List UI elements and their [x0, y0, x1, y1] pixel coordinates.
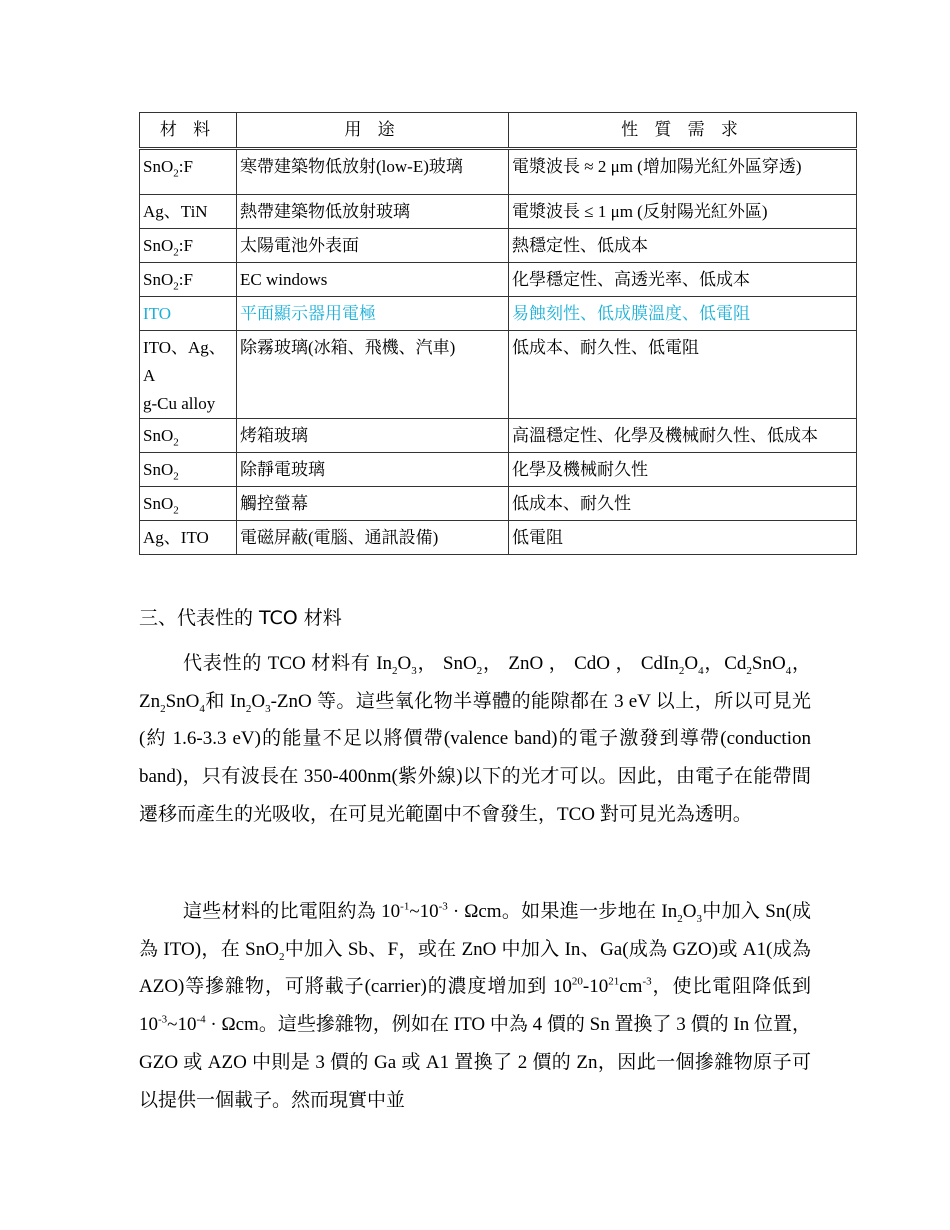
cell-requirements: 高溫穩定性、化學及機械耐久性、低成本 — [509, 419, 857, 453]
cell-use: 太陽電池外表面 — [237, 229, 509, 263]
table-row — [140, 521, 857, 555]
cell-material: SnO$_2$:F — [140, 229, 237, 263]
table-row — [140, 453, 857, 487]
cell-use: 寒帶建築物低放射(low-E)玻璃 — [237, 149, 509, 195]
cell-requirements: 低成本、耐久性 — [509, 487, 857, 521]
cell-material: ITO、Ag、A g-Cu alloy — [140, 331, 237, 419]
cell-use: 除霧玻璃(冰箱、飛機、汽車) — [237, 331, 509, 419]
cell-requirements: 易蝕刻性、低成膜溫度、低電阻 — [509, 297, 857, 331]
cell-requirements: 電漿波長 ≈ 2 μm (增加陽光紅外區穿透) — [509, 149, 857, 195]
cell-requirements: 低成本、耐久性、低電阻 — [509, 331, 857, 419]
cell-use: 電磁屏蔽(電腦、通訊設備) — [237, 521, 509, 555]
cell-requirements: 低電阻 — [509, 521, 857, 555]
tco-applications-table — [139, 112, 857, 555]
paragraph-representative-materials: 代表性的 TCO 材料有 $In_2O_3$， SnO$_2$， ZnO ， CdO ， $CdIn_2O_4$，$Cd_2SnO_4$，$Zn_2SnO_4$和 $In_2O_3$-ZnO 等。這些氧化物半導體的能隙都在 3 eV 以上，所以可見光(約 1.6-3.3 eV)的能量不足以將價帶(valence band)的電子激發到導帶(conduction band)，只有波長在 350-400nm(紫外線)以下的光才可以。因此，由電子在能帶間遷移而產生的光吸收，在可見光範圍中不會發生，TCO 對可見光為透明。 — [139, 653, 812, 825]
header-requirements: 性 質 需 求 — [509, 113, 857, 149]
cell-material: SnO$_2$ — [140, 453, 237, 487]
cell-requirements: 熱穩定性、低成本 — [509, 229, 857, 263]
cell-material: ITO — [140, 297, 237, 331]
table-row — [140, 149, 857, 195]
cell-requirements: 化學及機械耐久性 — [509, 453, 857, 487]
cell-material: SnO$_2$:F — [140, 149, 237, 195]
cell-material: SnO$_2$:F — [140, 263, 237, 297]
section-heading: 三、代表性的 TCO 材料 — [139, 607, 342, 629]
table-row — [140, 263, 857, 297]
table-row — [140, 419, 857, 453]
paragraph-resistivity-doping: 這些材料的比電阻約為 $10^{-1}\sim 10^{-3} \cdot \Omega cm$。如果進一步地在 $In_2O_3$中加入 Sn(成為 ITO)，在 SnO$_2$中加入 Sb、F，或在 ZnO 中加入 In、Ga(成為 GZO)或 A1(成為 AZO)等摻雜物，可將載子(carrier)的濃度增加到 $10^{20}-10^{21}cm^{-3}$，使比電阻降低到 $10^{-3}\sim 10^{-4} \cdot \Omega cm$。這些摻雜物，例如在 ITO 中為 4 價的 Sn 置換了 3 價的 In 位置，GZO 或 AZO 中則是 3 價的 Ga 或 A1 置換了 2 價的 Zn，因此一個摻雜物原子可以提供一個載子。然而現實中並 — [139, 900, 811, 1111]
header-material: 材 料 — [140, 113, 237, 149]
table-row-highlighted — [140, 297, 857, 331]
cell-material: Ag、TiN — [140, 195, 237, 229]
table-row — [140, 331, 857, 419]
table-row — [140, 229, 857, 263]
cell-material: Ag、ITO — [140, 521, 237, 555]
cell-use: EC windows — [237, 263, 509, 297]
cell-use: 觸控螢幕 — [237, 487, 509, 521]
cell-use: 除靜電玻璃 — [237, 453, 509, 487]
table-header-row — [140, 113, 857, 149]
cell-requirements: 電漿波長 ≤ 1 μm (反射陽光紅外區) — [509, 195, 857, 229]
cell-use: 烤箱玻璃 — [237, 419, 509, 453]
table-row — [140, 487, 857, 521]
cell-material: SnO$_2$ — [140, 487, 237, 521]
cell-requirements: 化學穩定性、高透光率、低成本 — [509, 263, 857, 297]
cell-use: 平面顯示器用電極 — [237, 297, 509, 331]
header-use: 用 途 — [237, 113, 509, 149]
table-row — [140, 195, 857, 229]
cell-material: SnO$_2$ — [140, 419, 237, 453]
cell-use: 熱帶建築物低放射玻璃 — [237, 195, 509, 229]
